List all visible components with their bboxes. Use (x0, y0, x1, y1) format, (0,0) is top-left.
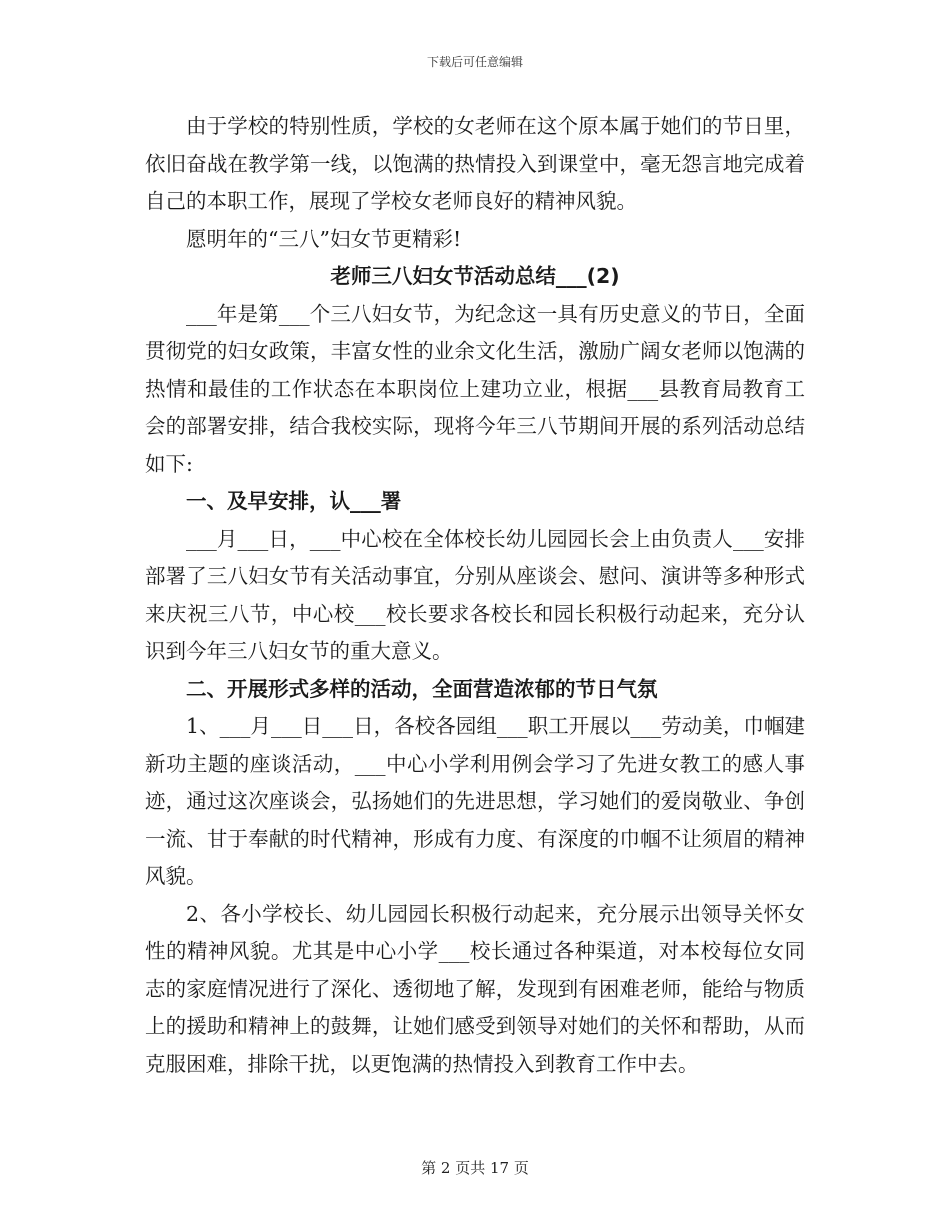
page-header: 下载后可任意编辑 (426, 55, 523, 69)
heading-2: 二、开展形式多样的活动，全面营造浓郁的节日气氛 (186, 676, 658, 701)
paragraph-item-2: 2、各小学校长、幼儿园园长积极行动起来，充分展示出领导关怀女性的精神风貌。尤其是中心小学___校长通过各种渠道，对本校每位女同志的家庭情况进行了深化、透彻地了解，发现到有困难老师，能给与物质上的援助和精神上的鼓舞，让她们感受到领导对她们的关怀和帮助，从而克服困难，排除干扰，以更饱满的热情投入到教育工作中去。 (145, 901, 805, 1076)
paragraph-closing-wish: 愿明年的“三八”妇女节更精彩! (186, 226, 462, 251)
section-title: 老师三八妇女节活动总结___(2) (330, 264, 620, 288)
page-footer: 第 2 页共 17 页 (421, 1159, 529, 1177)
paragraph-arrangement: ___月___日，___中心校在全体校长幼儿园园长会上由负责人___安排部署了三八妇女节有关活动事宜，分别从座谈会、慰问、演讲等多种形式来庆祝三八节，中心校___校长要求各校长和园长积极行动起来，充分认识到今年三八妇女节的重大意义。 (145, 526, 805, 663)
heading-1: 一、及早安排，认___署 (186, 489, 402, 513)
paragraph-intro: ___年是第___个三八妇女节，为纪念这一具有历史意义的节日，全面贯彻党的妇女政策，丰富女性的业余文化生活，激励广阔女老师以饱满的热情和最佳的工作状态在本职岗位上建功立业，根据___县教育局教育工会的部署安排，结合我校实际，现将今年三八节期间开展的系列活动总结如下: (145, 301, 805, 476)
paragraph-continuation: 由于学校的特别性质，学校的女老师在这个原本属于她们的节日里，依旧奋战在教学第一线，以饱满的热情投入到课堂中，毫无怨言地完成着自己的本职工作，展现了学校女老师良好的精神风貌。 (145, 114, 805, 213)
document-body (145, 108, 805, 1083)
paragraph-item-1: 1、___月___日___日，各校各园组___职工开展以___劳动美，巾帼建新功主题的座谈活动，___中心小学利用例会学习了先进女教工的感人事迹，通过这次座谈会，弘扬她们的先进思想，学习她们的爱岗敬业、争创一流、甘于奉献的时代精神，形成有力度、有深度的巾帼不让须眉的精神风貌。 (145, 714, 805, 888)
